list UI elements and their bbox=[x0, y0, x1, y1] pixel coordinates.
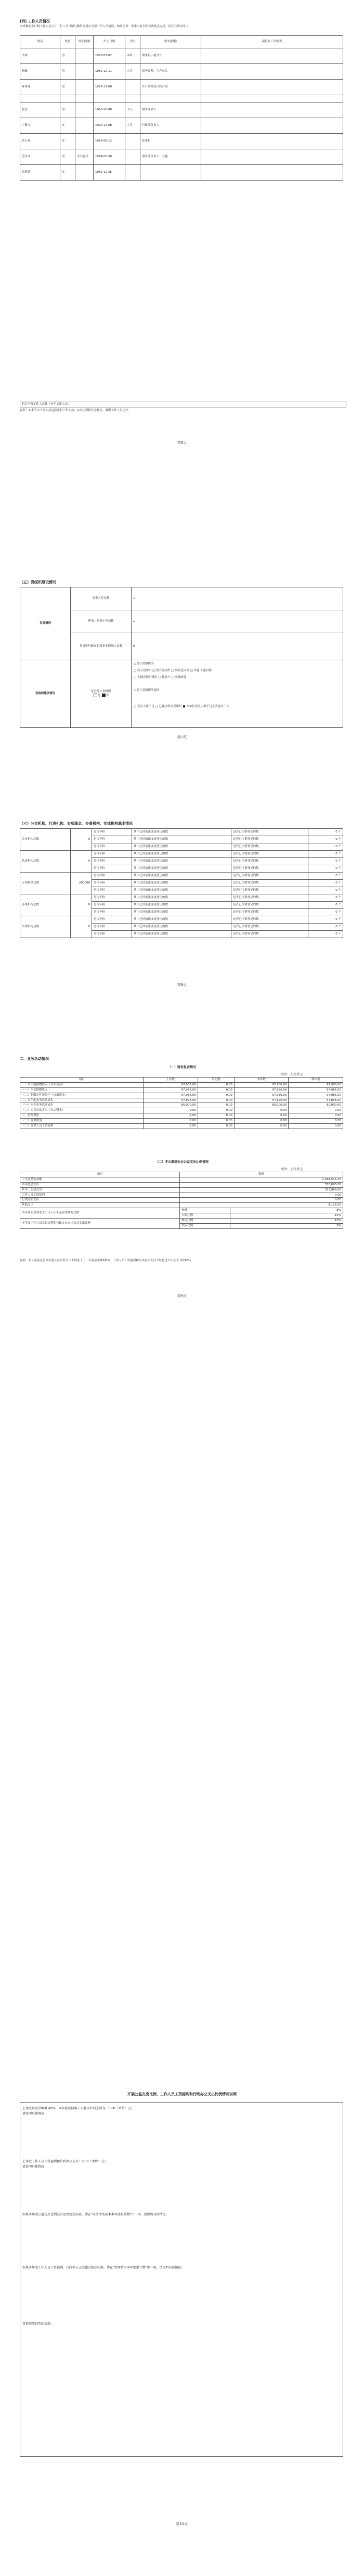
table-cell: 0.00 bbox=[198, 1098, 234, 1103]
table-cell: 行政办公支出 bbox=[20, 1198, 180, 1203]
table-cell: 0.00 bbox=[289, 1113, 343, 1119]
table-cell: 0.00 bbox=[289, 1108, 343, 1113]
table-row bbox=[20, 1203, 343, 1208]
ratio-b-sublabel: 规定比例 bbox=[180, 1218, 230, 1223]
branch-value: 0 个 bbox=[308, 902, 343, 909]
branch-col3: 其中已经依法变更登记的数 bbox=[132, 843, 231, 851]
branch-col3: 其中已经依法变更登记的数 bbox=[132, 916, 231, 924]
explanation-line-4: 如果本年度工作人员工资福利、行政办公支出超过规定标准，请在"管理费用本年度累计数"中一项，请说明具体情况： bbox=[22, 2266, 185, 2270]
branch-count: 0 bbox=[71, 829, 92, 851]
branch-status: 是否年检 bbox=[92, 873, 132, 880]
table-row bbox=[20, 829, 343, 836]
staff-footer-row: 机会全部工作人员数中有年工薪人员： bbox=[20, 402, 346, 407]
col-header: 数额 bbox=[180, 1172, 343, 1177]
table-cell: 李秋 bbox=[20, 48, 60, 64]
checkbox-no[interactable] bbox=[102, 694, 106, 697]
table-cell bbox=[201, 80, 343, 95]
branch-col3: 其中已经依法变更登记的数 bbox=[132, 887, 231, 894]
party-members-label: 党员情况 bbox=[20, 587, 71, 660]
table-cell: 陈希琛 bbox=[20, 80, 60, 95]
col-header: 年初数 bbox=[198, 1078, 234, 1083]
table-cell: 0.00 bbox=[198, 1108, 234, 1113]
table-cell: 0.00 bbox=[234, 1119, 289, 1124]
table-cell bbox=[201, 118, 343, 134]
table-cell: 张松 bbox=[20, 102, 60, 118]
table-row bbox=[20, 165, 343, 181]
table-cell: 0.00 bbox=[198, 1119, 234, 1124]
table-cell: 1987-07-02 bbox=[94, 48, 125, 64]
branch-col4: 是否已注销登记的数 bbox=[231, 894, 308, 902]
table-cell: 338,095.00 bbox=[180, 1182, 343, 1187]
ratio-b-sublabel: 实际比例 bbox=[180, 1223, 230, 1228]
branch-col3: 其中已经依法变更登记的数 bbox=[132, 873, 231, 880]
branch-value: 0 个 bbox=[308, 829, 343, 836]
branch-col4: 是否已注销登记的数 bbox=[231, 887, 308, 894]
table-cell bbox=[75, 95, 94, 102]
branch-col3: 其中已经依法变更登记的数 bbox=[132, 894, 231, 902]
table-row bbox=[20, 48, 343, 64]
table-cell: 0.00 bbox=[234, 1123, 289, 1129]
branch-col4: 是否已注销登记的数 bbox=[231, 836, 308, 843]
branch-value: 0 个 bbox=[308, 865, 343, 873]
table-cell bbox=[75, 134, 94, 149]
branch-status: 是否年检 bbox=[92, 909, 132, 916]
table-cell: 0.00 bbox=[198, 1093, 234, 1098]
table-cell bbox=[60, 95, 75, 102]
table-row bbox=[20, 64, 343, 80]
table-cell: 男 bbox=[60, 48, 75, 64]
table-cell: 张欣欣 bbox=[20, 165, 60, 181]
table-cell: 0.00 bbox=[289, 1123, 343, 1129]
table-row bbox=[20, 1198, 343, 1203]
unit-label: 单位：人民币元 bbox=[281, 1168, 303, 1171]
table-cell bbox=[125, 95, 140, 102]
established-title: 已建立党组织的： bbox=[134, 662, 157, 665]
ratio-a-value: 15% bbox=[230, 1213, 343, 1219]
table-cell bbox=[201, 165, 343, 181]
table-row bbox=[20, 102, 343, 118]
ratio-a-sublabel: 标准 bbox=[180, 1208, 230, 1213]
table-cell bbox=[75, 48, 94, 64]
table-row bbox=[20, 95, 343, 102]
table-cell: 80,000.00 bbox=[234, 1103, 289, 1108]
ratio-b-value: 10% bbox=[230, 1218, 343, 1223]
table-cell bbox=[201, 64, 343, 80]
table-cell: 0.00 bbox=[234, 1108, 289, 1113]
table-row bbox=[20, 1123, 343, 1129]
table-cell: 二、本年度业务活动成本 bbox=[20, 1098, 144, 1103]
page-number: 第8页 bbox=[177, 983, 187, 987]
table-cell bbox=[140, 165, 201, 181]
establish-no-label: 否 bbox=[106, 694, 109, 697]
branch-count: 0 bbox=[71, 894, 92, 916]
table-cell: 中共党员 bbox=[75, 149, 94, 165]
branch-count: 200000 bbox=[71, 873, 92, 894]
establish-details bbox=[132, 660, 343, 728]
table-cell bbox=[75, 102, 94, 118]
branch-value: 0 个 bbox=[308, 916, 343, 924]
established-options-2: □ 上级党组织派出 □ 挂靠于 □ 单独组建 bbox=[134, 675, 187, 679]
table-cell: （一）本会捐赠收入 bbox=[20, 1087, 144, 1093]
table-cell: 上年度基金余额 bbox=[20, 1177, 180, 1182]
ratio-row-b-label: 本年度工作人员工资福利和行政办公支出占总支出比例 bbox=[20, 1218, 180, 1228]
table-cell: 57,896.00 bbox=[289, 1098, 343, 1103]
staff-table bbox=[20, 35, 343, 181]
table-cell: 0.00 bbox=[234, 1113, 289, 1119]
table-cell: 男 bbox=[60, 64, 75, 80]
table-cell: 0.00 bbox=[144, 1113, 198, 1119]
page-4 bbox=[0, 1041, 364, 1561]
table-cell: 杨敏 bbox=[20, 64, 60, 80]
table-cell: 1984-05-30 bbox=[94, 149, 125, 165]
table-cell bbox=[125, 149, 140, 165]
table-cell bbox=[125, 80, 140, 95]
establish-label: 是否建立党组织 bbox=[90, 690, 111, 694]
col-header: 学历 bbox=[125, 36, 140, 48]
table-cell: 1989-08-12 bbox=[94, 134, 125, 149]
page-number: 第7页 bbox=[177, 735, 187, 739]
branch-status: 是否年检 bbox=[92, 880, 132, 887]
table-cell bbox=[94, 95, 125, 102]
table-cell: 97,986.00 bbox=[289, 1087, 343, 1093]
table-cell: 行政部负责人 bbox=[140, 118, 201, 134]
col-header: 性别 bbox=[60, 36, 75, 48]
branch-value: 0 个 bbox=[308, 858, 343, 865]
table-cell: 女 bbox=[60, 165, 75, 181]
table-row bbox=[20, 80, 343, 95]
branch-col4: 是否已注销登记的数 bbox=[231, 873, 308, 880]
table-cell: 本年度总支出 bbox=[20, 1182, 180, 1187]
table-cell: 其中：公益支出 bbox=[20, 1187, 180, 1193]
col-header: 政治面貌 bbox=[75, 36, 94, 48]
table-cell: 0.00 bbox=[198, 1113, 234, 1119]
page-number: 第10页 bbox=[176, 2522, 188, 2526]
branch-col4: 是否已注销登记的数 bbox=[231, 924, 308, 931]
table-cell: （二）非限定性净资产（自由资金） bbox=[20, 1093, 144, 1098]
branch-name: 专项基金总数 bbox=[20, 873, 71, 894]
table-cell: 97,986.00 bbox=[144, 1087, 198, 1093]
financial-table bbox=[20, 1077, 343, 1129]
explanation-line-5: 其他需要说明的情况： bbox=[22, 2322, 54, 2326]
table-cell bbox=[201, 134, 343, 149]
branch-col3: 其中已经依法变更登记的数 bbox=[132, 931, 231, 938]
table-cell: 财务副会长 bbox=[140, 102, 201, 118]
table-row bbox=[20, 894, 343, 902]
table-cell bbox=[125, 165, 140, 181]
section-title: (四) 工作人员情况 bbox=[20, 19, 50, 23]
table-cell: 333,969.00 bbox=[180, 1187, 343, 1193]
page-5 bbox=[0, 1769, 364, 2576]
explanation-line-1: 上年度基金余额乘以8%，本年度实际用于公益事业的支出为：0.00（单位：元）， bbox=[22, 2107, 136, 2110]
table-row bbox=[20, 149, 343, 165]
branch-status: 是否年检 bbox=[92, 924, 132, 931]
table-cell: 0.00 bbox=[180, 1198, 343, 1203]
explanation-line-2: 上年度工作人员工资福利和行政办公支出：0.00（单位：元）， bbox=[22, 2160, 109, 2163]
branch-status: 是否年检 bbox=[92, 836, 132, 843]
table-cell bbox=[201, 95, 343, 102]
branch-status: 是否年检 bbox=[92, 894, 132, 902]
table-cell: 1983-12-25 bbox=[94, 165, 125, 181]
table-cell: 女 bbox=[60, 118, 75, 134]
table-cell: 0.00 bbox=[144, 1119, 198, 1124]
ratio-subtitle: （二）非公募基金会公益支出比例情况 bbox=[155, 1160, 209, 1164]
table-cell: 0.00 bbox=[144, 1108, 198, 1113]
branch-value: 0 个 bbox=[308, 851, 343, 858]
branch-col3: 其中已经依法变更登记的数 bbox=[132, 851, 231, 858]
table-cell: 生产经理会计综合部 bbox=[140, 80, 201, 95]
table-cell: 大专 bbox=[125, 102, 140, 118]
section-title: 二、业务活动情况 bbox=[20, 1057, 49, 1061]
branch-col3: 其中已经依法变更登记的数 bbox=[132, 902, 231, 909]
table-cell: 财务经理、生产公关 bbox=[140, 64, 201, 80]
page-number: 第9页 bbox=[177, 1294, 187, 1298]
col-header: 本年数 bbox=[234, 1078, 289, 1083]
table-row bbox=[20, 916, 343, 924]
col-header: 岗位和工作职责 bbox=[201, 36, 343, 48]
table-row bbox=[20, 1113, 343, 1119]
branch-col3: 其中已经依法变更登记的数 bbox=[132, 829, 231, 836]
section-title: （六）分支机构、代表机构、专项基金、办事机构、实体机构基本情况 bbox=[20, 822, 133, 826]
table-cell: 97,986.00 bbox=[289, 1093, 343, 1098]
branch-col3: 其中已经依法变更登记的数 bbox=[132, 836, 231, 843]
page-number: 第5页 bbox=[177, 441, 187, 445]
ratio-row-a-label: 本年度公益事业支出占上年末基金余额的比例 bbox=[20, 1208, 180, 1219]
section-intro: 本机构的全日制工作人员合计（行 I 全日制与聘用在岗在全部工作人员情况，如果医务、监事中有全职民政监会办事，请在右列注明。） bbox=[20, 25, 190, 28]
branch-status: 是否年检 bbox=[92, 916, 132, 924]
table-cell: 97,986.00 bbox=[234, 1093, 289, 1098]
table-cell: 大专 bbox=[125, 118, 140, 134]
table-row bbox=[20, 1108, 343, 1113]
unit-label: 单位：人民币元 bbox=[281, 1073, 303, 1076]
branch-col4: 是否已注销登记的数 bbox=[231, 902, 308, 909]
ratio-table bbox=[20, 1172, 343, 1229]
branch-status: 是否年检 bbox=[92, 865, 132, 873]
table-cell bbox=[75, 118, 94, 134]
table-row bbox=[20, 1087, 343, 1093]
col-header: 项目 bbox=[20, 1078, 144, 1083]
page-3 bbox=[0, 780, 364, 1041]
explanation-line-1b: 请说明具体情况： bbox=[22, 2112, 48, 2116]
branch-col4: 是否已注销登记的数 bbox=[231, 931, 308, 938]
branch-count: 0 bbox=[71, 851, 92, 873]
col-header: 出生日期 bbox=[94, 36, 125, 48]
col-header: 姓名 bbox=[20, 36, 60, 48]
explanation-line-3: 如果本年度公益支出比例没有达到规定标准，请在"业务活动成本本年度累计数"中一项，请说明具体情况： bbox=[22, 2213, 169, 2216]
establish-yes-label: 是 bbox=[97, 694, 101, 697]
table-row bbox=[20, 1187, 343, 1193]
table-row bbox=[20, 134, 343, 149]
table-row bbox=[20, 1193, 343, 1198]
branch-col4: 是否已注销登记的数 bbox=[231, 916, 308, 924]
table-cell: （二）本会活动支出（自由资金） bbox=[20, 1108, 144, 1113]
branch-value: 0 个 bbox=[308, 931, 343, 938]
section-title: （五）党组织建设情况 bbox=[20, 580, 56, 584]
table-cell: 男 bbox=[60, 80, 75, 95]
staff-footnote: 说明：1.本节中工作人员包括兼职工作人员；2.固定资格分全社会、兼职工作人员之外。 bbox=[20, 409, 131, 412]
table-row bbox=[20, 1082, 343, 1087]
page-1 bbox=[0, 0, 364, 520]
table-cell bbox=[125, 134, 140, 149]
table-cell: 97,986.00 bbox=[234, 1087, 289, 1093]
branch-status: 是否年检 bbox=[92, 829, 132, 836]
row-value: 0 bbox=[132, 633, 343, 660]
table-cell: 女 bbox=[60, 134, 75, 149]
not-established-options: □ 党员人数不足 □ 已建立联合党组织 ■ 本单位党员人数不足正式党员三人 bbox=[134, 704, 229, 708]
ratio-a-value: 8% bbox=[230, 1208, 343, 1213]
table-cell: 1989-12-11 bbox=[94, 64, 125, 80]
table-cell: 其他支出 bbox=[20, 1203, 180, 1208]
page-2 bbox=[0, 520, 364, 780]
table-cell: 工作人员工资福利 bbox=[20, 1193, 180, 1198]
branch-value: 0 个 bbox=[308, 924, 343, 931]
branch-col4: 是否已注销登记的数 bbox=[231, 843, 308, 851]
branch-col4: 是否已注销登记的数 bbox=[231, 880, 308, 887]
table-cell: 男 bbox=[60, 102, 75, 118]
table-cell bbox=[201, 149, 343, 165]
table-cell: 1990-10-08 bbox=[94, 102, 125, 118]
branch-value: 0 个 bbox=[308, 894, 343, 902]
table-cell: 97,986.00 bbox=[144, 1093, 198, 1098]
branch-col3: 其中已经依法变更登记的数 bbox=[132, 858, 231, 865]
table-cell: 宁敬飞 bbox=[20, 118, 60, 134]
table-cell: 0.00 bbox=[180, 1193, 343, 1198]
ratio-note: 说明：非公募基金会本年度公益事业支出不得低于上一年基金余额的8%；工作人员工资福利和行政办公支出不得超过当年总支出的10%。 bbox=[20, 1259, 194, 1262]
branch-col4: 是否已注销登记的数 bbox=[231, 865, 308, 873]
table-row bbox=[20, 1177, 343, 1182]
col-header: 期末数 bbox=[289, 1078, 343, 1083]
table-cell: （二）管理人员工资福利 bbox=[20, 1123, 144, 1129]
explanation-line-2b: 请说明具体情况： bbox=[22, 2165, 48, 2169]
table-cell bbox=[201, 102, 343, 118]
table-row bbox=[20, 1182, 343, 1187]
branch-count: 0 bbox=[71, 916, 92, 938]
table-cell: 0.00 bbox=[198, 1103, 234, 1108]
not-established-title: 未建立党组织的原因： bbox=[134, 688, 163, 692]
explanation-box bbox=[20, 2102, 343, 2457]
branch-status: 是否年检 bbox=[92, 887, 132, 894]
establish-cell bbox=[71, 660, 132, 728]
branch-value: 0 个 bbox=[308, 836, 343, 843]
explanation-title: 开展公益支出比例、工作人员工资福利和行政办公支出比例情况说明 bbox=[127, 2092, 237, 2096]
branch-col4: 是否已注销登记的数 bbox=[231, 858, 308, 865]
table-cell: （一）本会业务活动成本 bbox=[20, 1103, 144, 1108]
table-cell: 80,000.00 bbox=[289, 1103, 343, 1108]
row-label: 负责人党员数 bbox=[71, 587, 132, 610]
table-cell: 1985-11-08 bbox=[94, 80, 125, 95]
branch-value: 0 个 bbox=[308, 843, 343, 851]
financial-subtitle: （一）财务报表情况 bbox=[167, 1066, 196, 1069]
table-cell: 0.00 bbox=[289, 1119, 343, 1124]
branch-status: 是否年检 bbox=[92, 902, 132, 909]
table-cell: 57,896.00 bbox=[144, 1098, 198, 1103]
branch-col4: 是否已注销登记的数 bbox=[231, 909, 308, 916]
table-row bbox=[20, 873, 343, 880]
table-row bbox=[20, 1098, 343, 1103]
branch-value: 0 个 bbox=[308, 880, 343, 887]
table-cell: 80,000.00 bbox=[144, 1103, 198, 1108]
row-value: 1 bbox=[132, 587, 343, 610]
branch-col3: 其中已经依法变更登记的数 bbox=[132, 924, 231, 931]
col-header: 项目 bbox=[20, 1172, 180, 1177]
branch-name: 分支机构总数 bbox=[20, 829, 71, 851]
table-row bbox=[20, 1119, 343, 1124]
branch-col4: 是否已注销登记的数 bbox=[231, 851, 308, 858]
table-cell: 理事长 / 秘书长 bbox=[140, 48, 201, 64]
branch-status: 是否年检 bbox=[92, 843, 132, 851]
table-cell bbox=[75, 64, 94, 80]
table-cell: 事业部负责人、其他 bbox=[140, 149, 201, 165]
table-cell bbox=[140, 95, 201, 102]
branch-col3: 其中已经依法变更登记的数 bbox=[132, 909, 231, 916]
branch-value: 0 个 bbox=[308, 887, 343, 894]
table-cell: 黄立佳 bbox=[20, 134, 60, 149]
table-cell: 97,986.00 bbox=[234, 1082, 289, 1087]
branch-col3: 其中已经依法变更登记的数 bbox=[132, 880, 231, 887]
branch-name: 实体机构总数 bbox=[20, 916, 71, 938]
branch-name: 代表机构总数 bbox=[20, 851, 71, 873]
table-cell: 0.00 bbox=[198, 1123, 234, 1129]
branch-col4: 是否已注销登记的数 bbox=[231, 829, 308, 836]
table-cell: 97,986.00 bbox=[144, 1082, 198, 1087]
table-cell: 4,126.00 bbox=[180, 1203, 343, 1208]
table-row bbox=[20, 118, 343, 134]
table-cell bbox=[20, 95, 60, 102]
branch-value: 0 个 bbox=[308, 873, 343, 880]
branch-col3: 其中已经依法变更登记的数 bbox=[132, 865, 231, 873]
branch-name: 办事机构总数 bbox=[20, 894, 71, 916]
party-org-label: 党组织建设情况 bbox=[20, 660, 71, 728]
col-header: 职务/职称 bbox=[140, 36, 201, 48]
table-row bbox=[20, 1093, 343, 1098]
row-label: 党员中行政在职及事业编制人员数 bbox=[71, 633, 132, 660]
branch-status: 是否年检 bbox=[92, 931, 132, 938]
ratio-b-value: 0% bbox=[230, 1223, 343, 1228]
table-cell: 男 bbox=[60, 149, 75, 165]
checkbox-yes[interactable] bbox=[94, 694, 97, 697]
branch-value: 0 个 bbox=[308, 909, 343, 916]
table-cell: 范冬冬 bbox=[20, 149, 60, 165]
table-cell: 监事长 bbox=[140, 134, 201, 149]
branch-table bbox=[20, 828, 343, 938]
table-cell: 57,896.00 bbox=[234, 1098, 289, 1103]
table-cell bbox=[75, 165, 94, 181]
ratio-a-sublabel: 实际比例 bbox=[180, 1213, 230, 1219]
table-row bbox=[20, 1103, 343, 1108]
table-cell: 0.00 bbox=[198, 1082, 234, 1087]
established-options-1: □ 成立党组织 □ 联合党组织 □ 临时党支部 □ 其他（请注明） bbox=[134, 669, 214, 672]
row-value: 1 bbox=[132, 610, 343, 633]
table-cell: 97,986.00 bbox=[289, 1082, 343, 1087]
table-cell bbox=[75, 80, 94, 95]
table-cell: 三、管理费用 bbox=[20, 1113, 144, 1119]
table-cell: 大专 bbox=[125, 64, 140, 80]
table-cell: 一、本年度捐赠收入（自由资金） bbox=[20, 1082, 144, 1087]
table-cell: 1993-11-08 bbox=[94, 118, 125, 134]
table-row bbox=[20, 851, 343, 858]
row-label: 理事、监事中党员数 bbox=[71, 610, 132, 633]
table-cell: 2,094,515.25 bbox=[180, 1177, 343, 1182]
col-header: 上年数 bbox=[144, 1078, 198, 1083]
table-cell: 0.00 bbox=[198, 1087, 234, 1093]
table-cell bbox=[201, 48, 343, 64]
table-cell: 0.00 bbox=[144, 1123, 198, 1129]
table-cell: 本科 bbox=[125, 48, 140, 64]
party-table bbox=[20, 587, 343, 728]
table-cell: （一）管理费用 bbox=[20, 1119, 144, 1124]
branch-status: 是否年检 bbox=[92, 858, 132, 865]
branch-status: 是否年检 bbox=[92, 851, 132, 858]
